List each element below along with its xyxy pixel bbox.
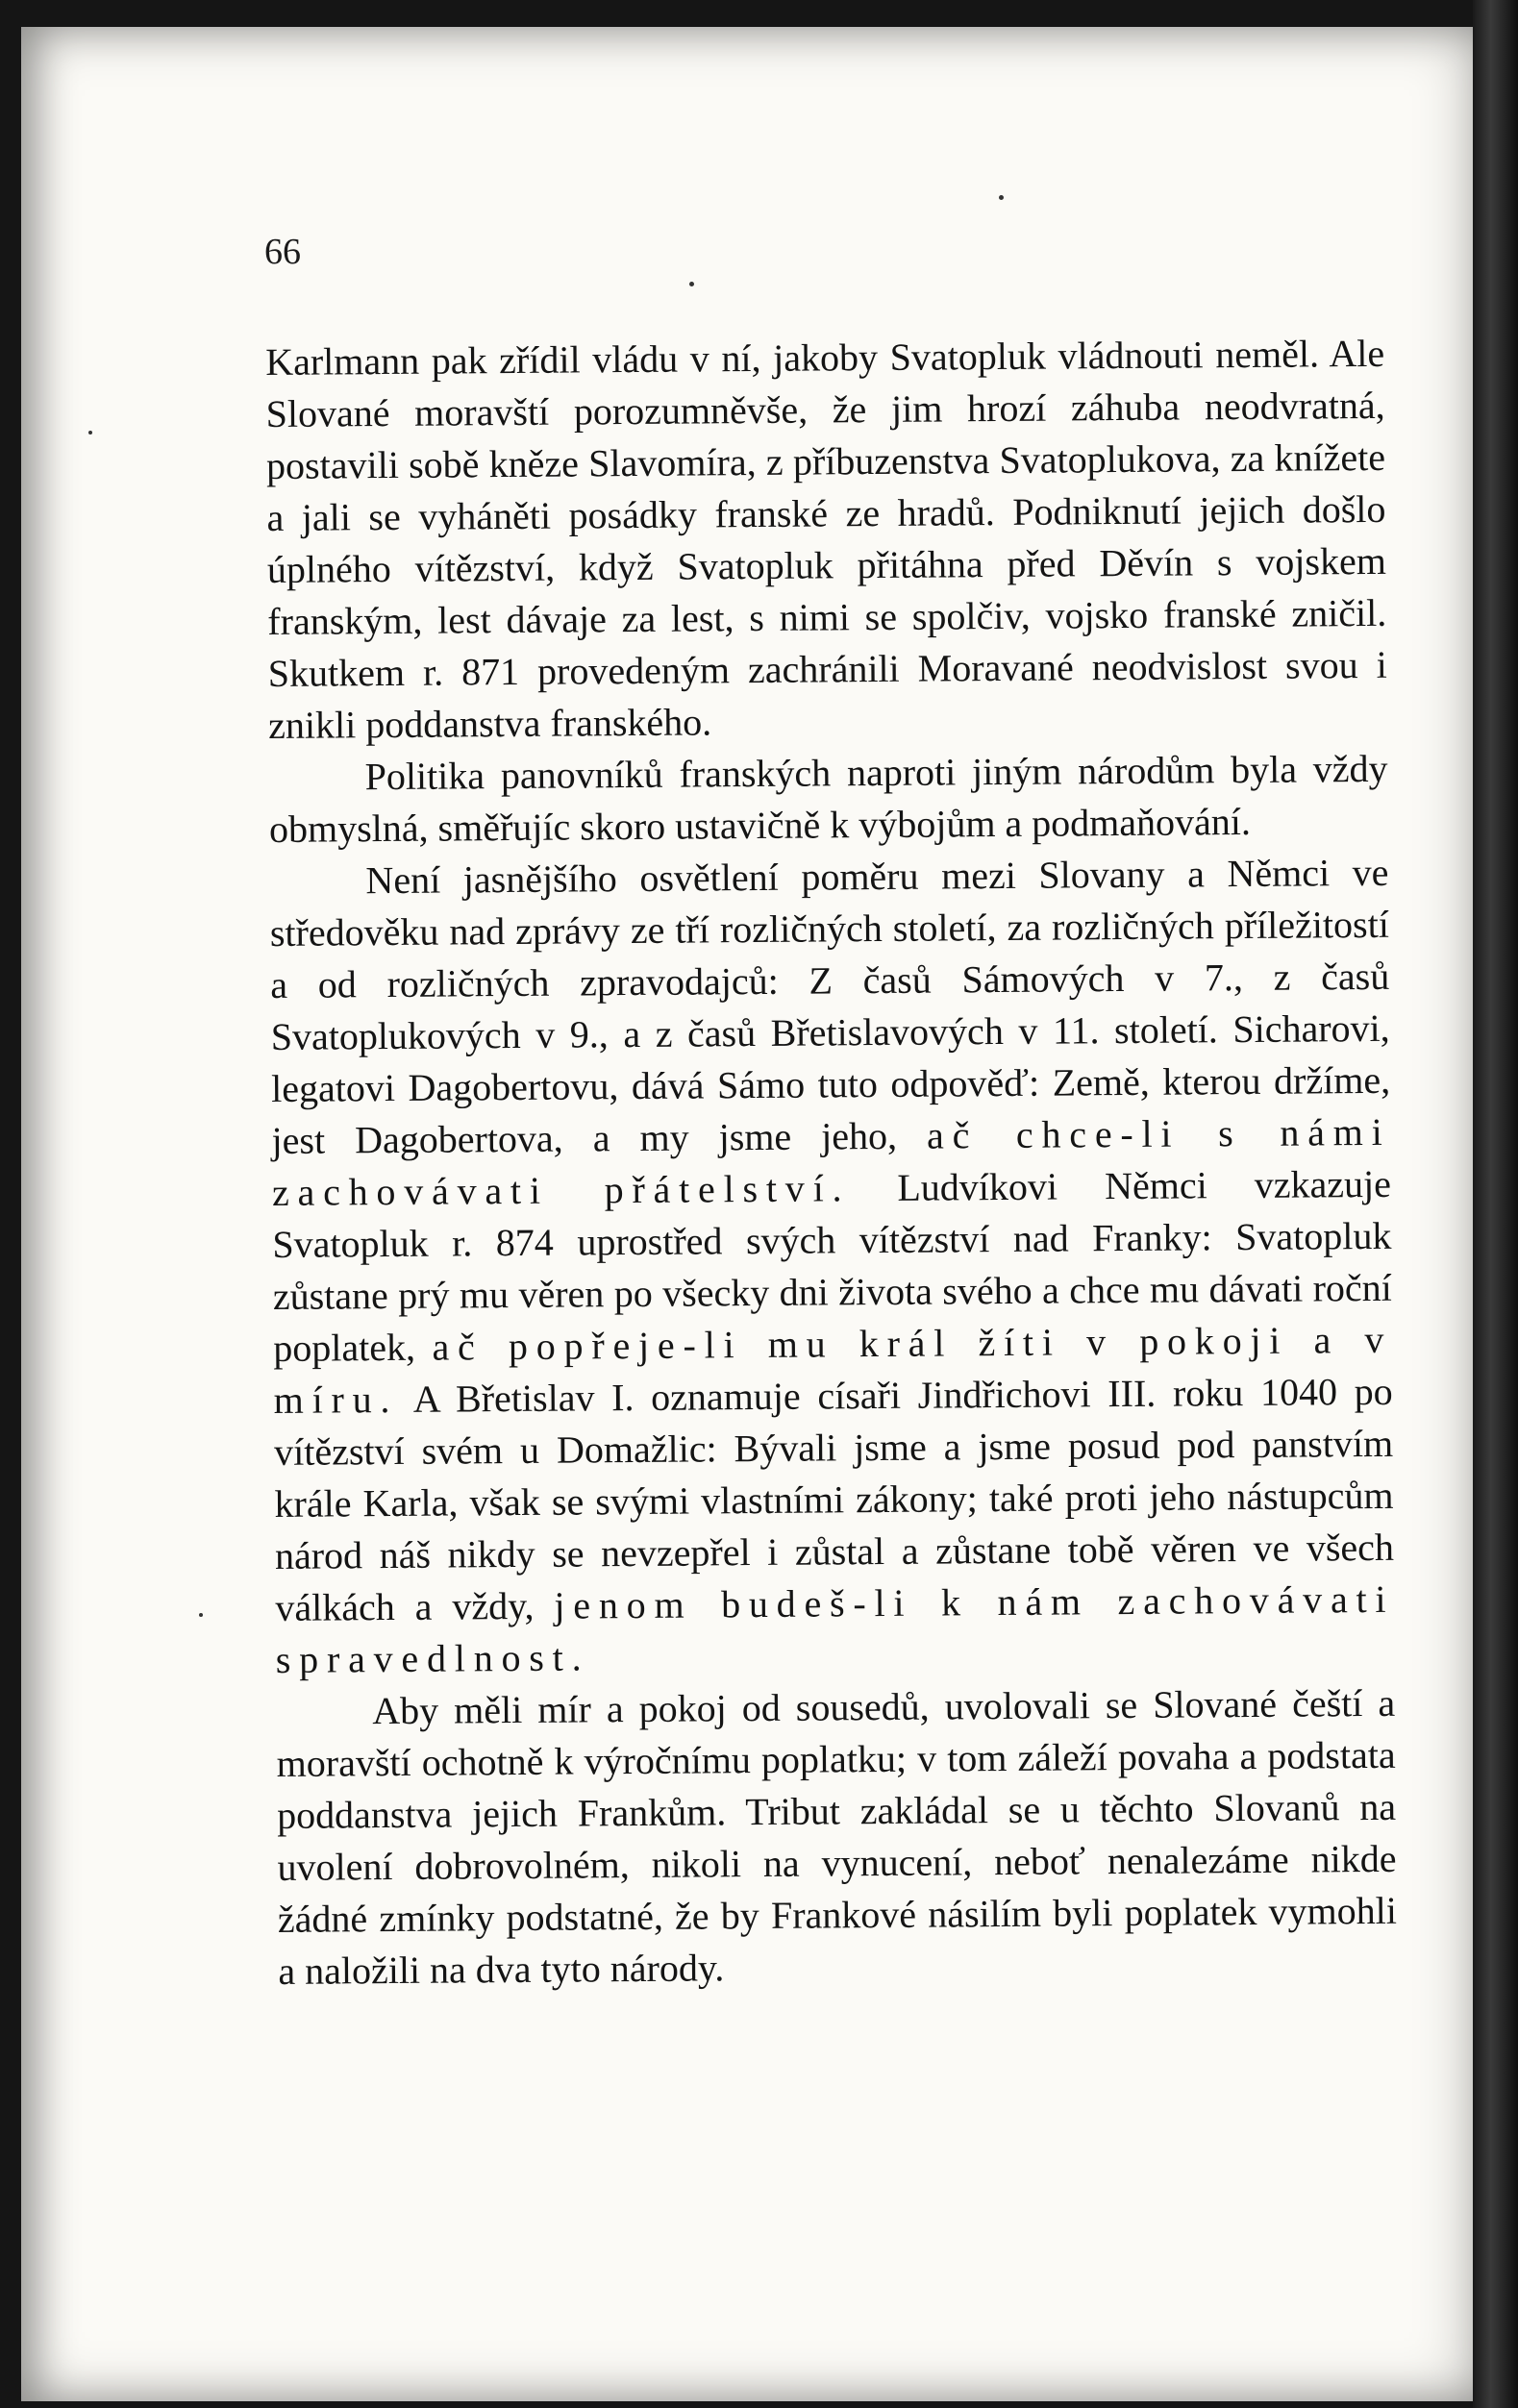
ink-speck	[88, 431, 92, 434]
emphasized-quote: ač popřeje-li mu král žíti v pokoji a v míru.	[273, 1317, 1393, 1422]
paragraph-2	[268, 743, 1388, 856]
paragraph-text: Ludvíkovi Němci vzkazuje Svatopluk r. 874 uprostřed svých vítězství nad Franky: Svatopluk zůstane prý mu věren po všecky dni života svého a chce mu dávati roční poplatek,	[272, 1161, 1392, 1370]
page-number: 66	[264, 232, 301, 272]
book-edge-shadow	[1473, 0, 1518, 2408]
paragraph-text: Karlmann pak zřídil vládu v ní, jakoby Svatopluk vládnouti neměl. Ale Slované moravští porozumněvše, že jim hrozí záhuba neodvratná, postavili sobě kněze Slavomíra, z příbuzenstva Svatoplukova, za knížete a jali se vyháněti posádky franské ze hradů. Podniknutí jejich došlo úplného vítězství, když Svatopluk přitáhna před Děvín s vojskem franským, lest dávaje za lest, s nimi se spolčiv, vojsko franské zničil. Skutkem r. 871 provedeným zachránili Moravané neodvislost svou i znikli poddanstva franského.	[265, 331, 1387, 747]
ink-speck	[199, 1613, 203, 1617]
paragraph-3	[269, 847, 1395, 1686]
body-text	[265, 328, 1398, 1998]
paragraph-text: A Břetislav I. oznamuje císaři Jindřichovi III. roku 1040 po vítězství svém u Domažlic: Bývali jsme a jsme posud pod panstvím krále Karla, však se svými vlastními zákony; také proti jeho nástupcům národ náš nikdy se nevzepřel i zůstal a zůstane tobě věren ve všech válkách a vždy,	[273, 1369, 1395, 1629]
ink-speck	[999, 195, 1004, 200]
ink-speck	[689, 282, 694, 286]
paragraph-text: Není jasnějšího osvětlení poměru mezi Slovany a Němci ve středověku nad zprávy ze tří rozličných století, za rozličných příležitostí a od rozličných zpravodajců: Z časů Sámových v 7., z časů Svatoplukových v 9., a z časů Břetislavových v 11. století. Sicharovi, legatovi Dagobertovu, dává Sámo tuto odpověď: Země, kterou držíme, jest Dagobertova, a my jsme jeho,	[269, 850, 1391, 1162]
emphasized-quote: ač chce-li s námi zachovávati přátelství.	[271, 1109, 1391, 1214]
paragraph-4	[276, 1677, 1398, 1998]
paragraph-text: Aby měli mír a pokoj od sousedů, uvolovali se Slované čeští a moravští ochotně k výročnímu poplatku; v tom záleží povaha a podstata poddanstva jejich Frankům. Tribut zakládal se u těchto Slovanů na uvolení dobrovolném, nikoli na vynucení, neboť nenalezáme nikde žádné zmínky podstatné, že by Frankové násilím byli poplatek vymohli a naložili na dva tyto národy.	[276, 1680, 1398, 1993]
paragraph-1	[265, 328, 1387, 752]
emphasized-quote: jenom budeš-li k nám zachovávati spravedlnost.	[275, 1576, 1395, 1681]
paragraph-text: Politika panovníků franských naproti jiným národům byla vždy obmyslná, směřujíc skoro ustavičně k výbojům a podmaňování.	[268, 746, 1388, 851]
